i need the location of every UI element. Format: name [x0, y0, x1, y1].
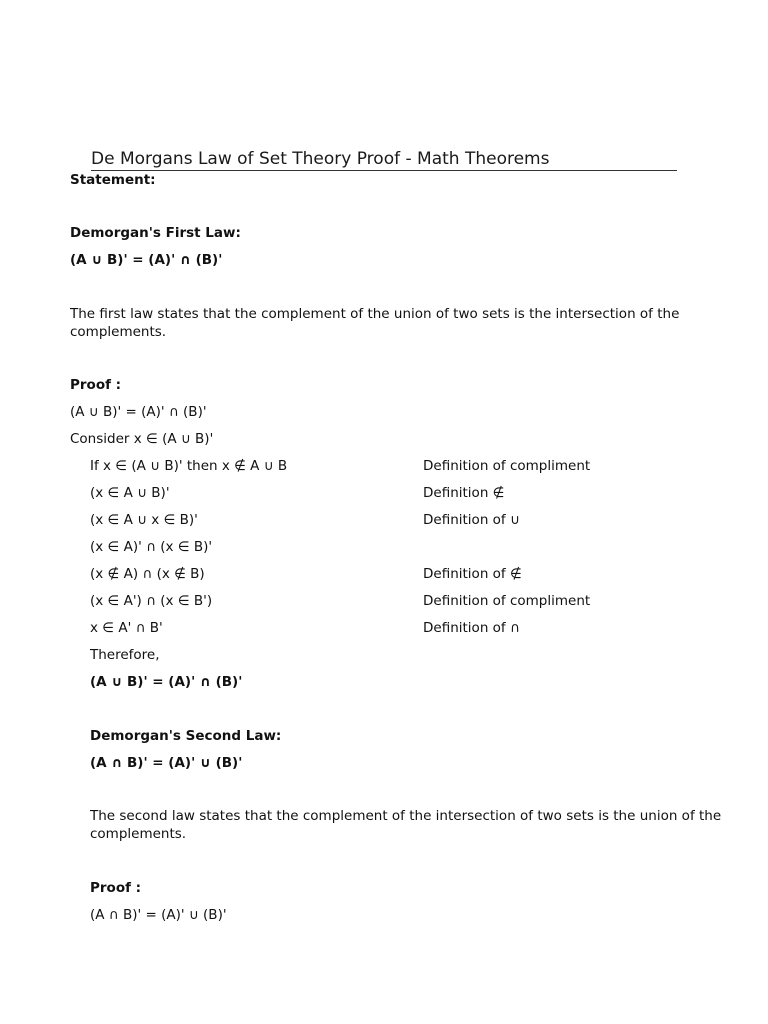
first-proof-label: Proof : — [70, 377, 122, 393]
proof-step-expr: (x ∈ A ∪ B)' — [90, 485, 170, 501]
proof-step-reason: Definition of ∩ — [423, 620, 520, 636]
proof-step-expr: (x ∈ A)' ∩ (x ∈ B)' — [90, 539, 213, 555]
proof-step-expr: If x ∈ (A ∪ B)' then x ∉ A ∪ B — [90, 458, 288, 474]
proof-step-reason: Definition ∉ — [423, 485, 505, 501]
first-proof-conclusion: (A ∪ B)' = (A)' ∩ (B)' — [90, 674, 243, 690]
document-title: De Morgans Law of Set Theory Proof - Math Theorems — [91, 148, 677, 171]
first-proof-formula: (A ∪ B)' = (A)' ∩ (B)' — [70, 404, 207, 420]
statement-label: Statement: — [70, 172, 156, 188]
second-proof-label: Proof : — [90, 880, 142, 896]
proof-step-reason: Definition of ∪ — [423, 512, 520, 528]
second-proof-formula: (A ∩ B)' = (A)' ∪ (B)' — [90, 907, 227, 923]
first-law-description: The first law states that the complement of the union of two sets is the intersection of the complements. — [70, 306, 680, 340]
proof-step-expr: (x ∉ A) ∩ (x ∉ B) — [90, 566, 205, 582]
first-proof-therefore: Therefore, — [90, 647, 160, 663]
second-law-heading: Demorgan's Second Law: — [90, 728, 282, 744]
first-proof-consider: Consider x ∈ (A ∪ B)' — [70, 431, 214, 447]
proof-step-reason: Definition of ∉ — [423, 566, 522, 582]
proof-step-expr: (x ∈ A') ∩ (x ∈ B') — [90, 593, 213, 609]
proof-step-reason: Definition of compliment — [423, 458, 591, 474]
first-law-heading: Demorgan's First Law: — [70, 225, 241, 241]
second-law-formula: (A ∩ B)' = (A)' ∪ (B)' — [90, 755, 243, 771]
first-law-formula: (A ∪ B)' = (A)' ∩ (B)' — [70, 252, 223, 268]
proof-step-expr: (x ∈ A ∪ x ∈ B)' — [90, 512, 198, 528]
proof-step-expr: x ∈ A' ∩ B' — [90, 620, 163, 636]
proof-step-reason: Definition of compliment — [423, 593, 591, 609]
second-law-description: The second law states that the complement of the intersection of two sets is the union of the complements. — [90, 808, 722, 842]
